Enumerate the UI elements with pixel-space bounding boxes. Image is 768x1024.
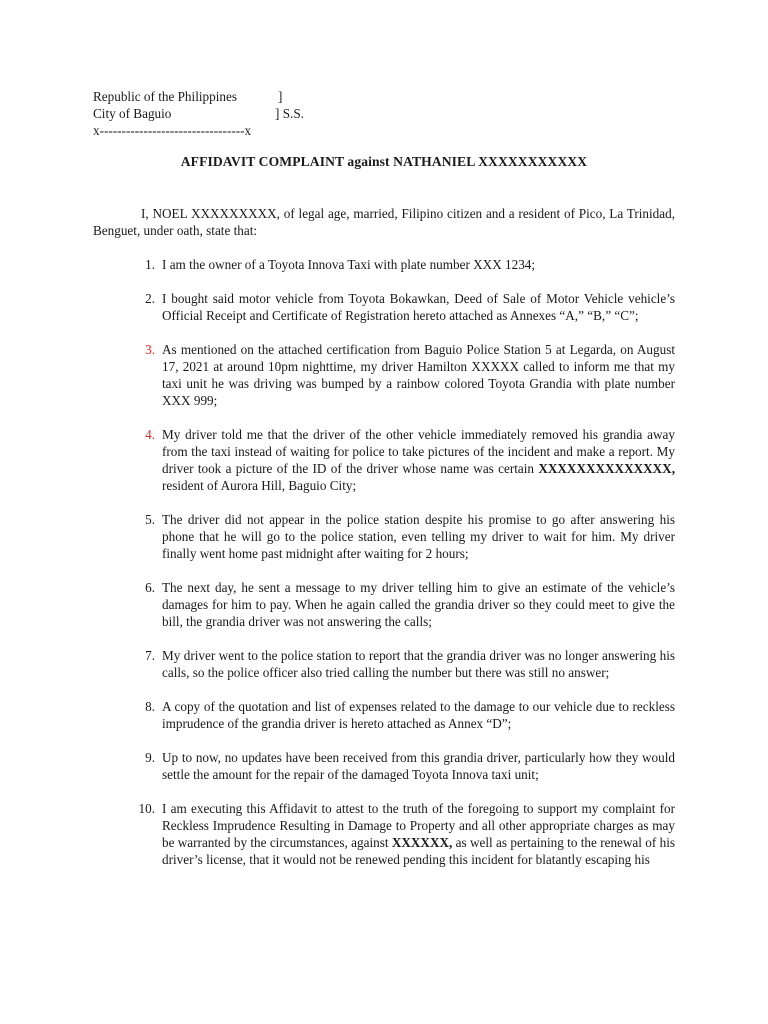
redacted-name-bold: XXXXXX, xyxy=(391,835,453,850)
item-text: The next day, he sent a message to my driver telling him to give an estimate of the vehicle’s damages for him to pay. When he again called the grandia driver so they could meet to give the bill, the grandia driver was not answering the calls; xyxy=(162,580,675,629)
item-text-part: as well as pertaining to the renewal of his driver’s license, that it would not be renewed pending this incident for blatantly escaping his xyxy=(162,835,675,867)
list-item-4 xyxy=(93,426,675,494)
item-text: I am the owner of a Toyota Innova Taxi with plate number XXX 1234; xyxy=(162,257,536,272)
item-text: Up to now, no updates have been received from this grandia driver, particularly how they would settle the amount for the repair of the damaged Toyota Innova taxi unit; xyxy=(162,750,675,782)
item-text-part: resident of Aurora Hill, Baguio City; xyxy=(162,478,357,493)
caption-line-city xyxy=(93,105,333,122)
item-number: 6. xyxy=(145,580,155,595)
item-number: 8. xyxy=(145,699,155,714)
redacted-name-bold: XXXXXXXXXXXXXX, xyxy=(538,461,675,476)
document-title: AFFIDAVIT COMPLAINT against NATHANIEL XXXXXXXXXXX xyxy=(180,154,588,169)
item-number-highlighted: 3. xyxy=(145,342,155,357)
item-number: 2. xyxy=(145,291,155,306)
caption-ss: ] S.S. xyxy=(275,106,304,121)
item-number: 1. xyxy=(145,257,155,272)
list-item-10 xyxy=(93,800,675,868)
item-text-part: My driver told me that the driver of the other vehicle immediately removed his grandia away from the taxi instead of waiting for police to take pictures of the incident and make a report. My driver took a picture of the ID of the driver whose name was certain xyxy=(162,427,675,476)
item-number: 5. xyxy=(145,512,155,527)
numbered-list xyxy=(93,256,675,885)
item-number: 9. xyxy=(145,750,155,765)
item-text: A copy of the quotation and list of expenses related to the damage to our vehicle due to reckless imprudence of the grandia driver is hereto attached as Annex “D”; xyxy=(162,699,675,731)
list-item-5 xyxy=(93,511,675,562)
list-item-2 xyxy=(93,290,675,324)
item-text xyxy=(162,800,675,868)
caption-block xyxy=(93,88,333,139)
list-item-6 xyxy=(93,579,675,630)
item-number: 7. xyxy=(145,648,155,663)
item-number: 10. xyxy=(138,801,155,816)
item-text xyxy=(162,426,675,494)
caption-line-republic xyxy=(93,88,333,105)
caption-bracket: ] xyxy=(278,89,283,104)
caption-republic-label: Republic of the Philippines xyxy=(93,89,237,104)
list-item-7 xyxy=(93,647,675,681)
item-text: The driver did not appear in the police station despite his promise to go after answering his phone that he will go to the police station, even telling my driver to wait for him. My driver finally went home past midnight after waiting for 2 hours; xyxy=(162,512,675,561)
intro-paragraph: I, NOEL XXXXXXXXX, of legal age, married, Filipino citizen and a resident of Pico, La Trinidad, Benguet, under oath, state that: xyxy=(93,206,675,238)
item-text: I bought said motor vehicle from Toyota Bokawkan, Deed of Sale of Motor Vehicle vehicle’s Official Receipt and Certificate of Registration hereto attached as Annexes “A,” “B,” “C”; xyxy=(162,291,675,323)
item-text: As mentioned on the attached certification from Baguio Police Station 5 at Legarda, on August 17, 2021 at around 10pm nighttime, my driver Hamilton XXXXX called to inform me that my taxi unit he was driving was bumped by a rainbow colored Toyota Grandia with plate number XXX 999; xyxy=(162,342,675,408)
list-item-8 xyxy=(93,698,675,732)
item-text-part: I am executing this Affidavit to attest to the truth of the foregoing to support my complaint for Reckless Imprudence Resulting in Damage to Property and all other appropriate charges as may be warranted by the circumstances, against xyxy=(162,801,675,850)
caption-divider: x---------------------------------x xyxy=(93,123,252,138)
list-item-1 xyxy=(93,256,675,273)
list-item-3 xyxy=(93,341,675,409)
caption-city-label: City of Baguio xyxy=(93,106,172,121)
item-text: My driver went to the police station to report that the grandia driver was no longer answering his calls, so the police officer also tried calling the number but there was still no answer; xyxy=(162,648,675,680)
item-number-highlighted: 4. xyxy=(145,427,155,442)
list-item-9 xyxy=(93,749,675,783)
